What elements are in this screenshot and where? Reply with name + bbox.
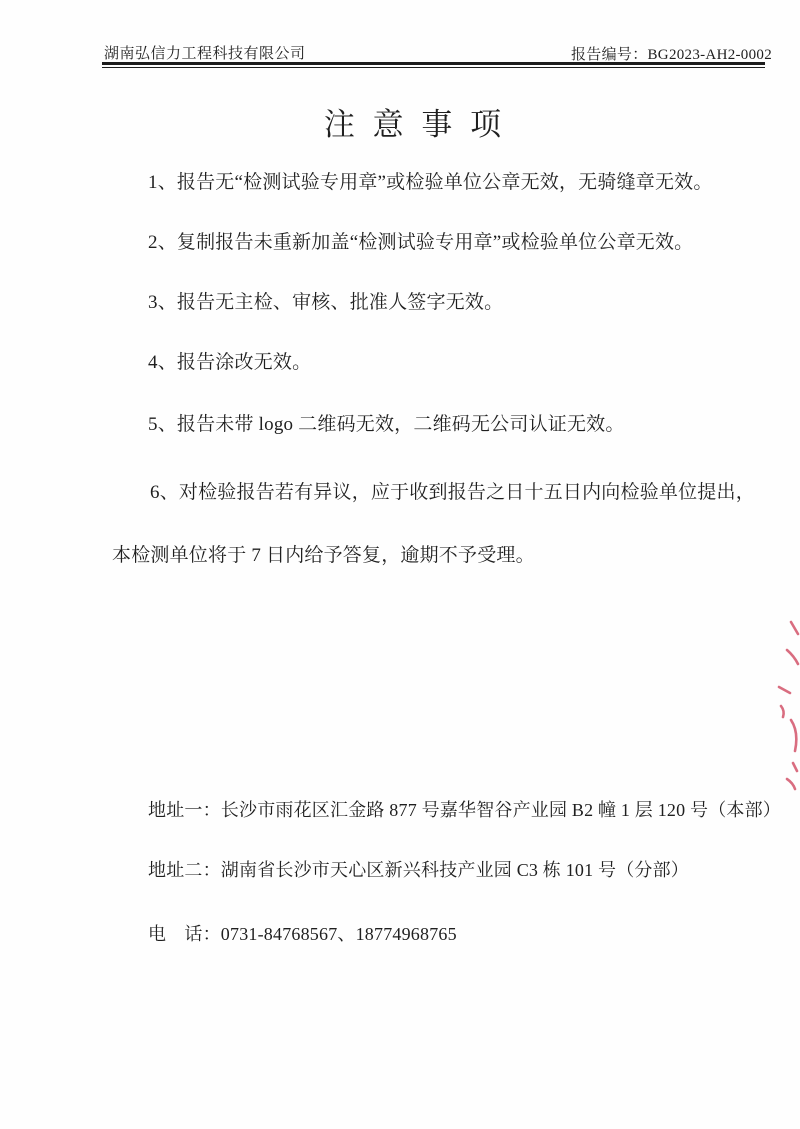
notice-item-6-line-2: 本检测单位将于 7 日内给予答复，逾期不予受理。	[112, 545, 535, 566]
notice-item-4: 4、报告涂改无效。	[148, 352, 312, 373]
address-line-2: 地址二：湖南省长沙市天心区新兴科技产业园 C3 栋 101 号（分部）	[148, 860, 690, 880]
company-name: 湖南弘信力工程科技有限公司	[104, 46, 306, 62]
notice-item-1: 1、报告无“检测试验专用章”或检验单位公章无效，无骑缝章无效。	[148, 172, 713, 193]
report-number: 报告编号：BG2023-AH2-0002	[571, 47, 772, 63]
page-title: 注 意 事 项	[323, 107, 507, 142]
notice-item-3: 3、报告无主检、审核、批准人签字无效。	[148, 292, 504, 313]
header-divider	[102, 62, 765, 68]
red-ink-marks	[770, 610, 800, 800]
notice-item-5: 5、报告未带 logo 二维码无效，二维码无公司认证无效。	[148, 414, 625, 435]
phone-line: 电 话：0731-84768567、18774968765	[148, 924, 457, 944]
notice-item-6-line-1: 6、对检验报告若有异议，应于收到报告之日十五日内向检验单位提出，	[150, 482, 755, 503]
notice-item-2: 2、复制报告未重新加盖“检测试验专用章”或检验单位公章无效。	[148, 232, 694, 253]
address-line-1: 地址一：长沙市雨花区汇金路 877 号嘉华智谷产业园 B2 幢 1 层 120 号（本部）	[148, 800, 782, 820]
